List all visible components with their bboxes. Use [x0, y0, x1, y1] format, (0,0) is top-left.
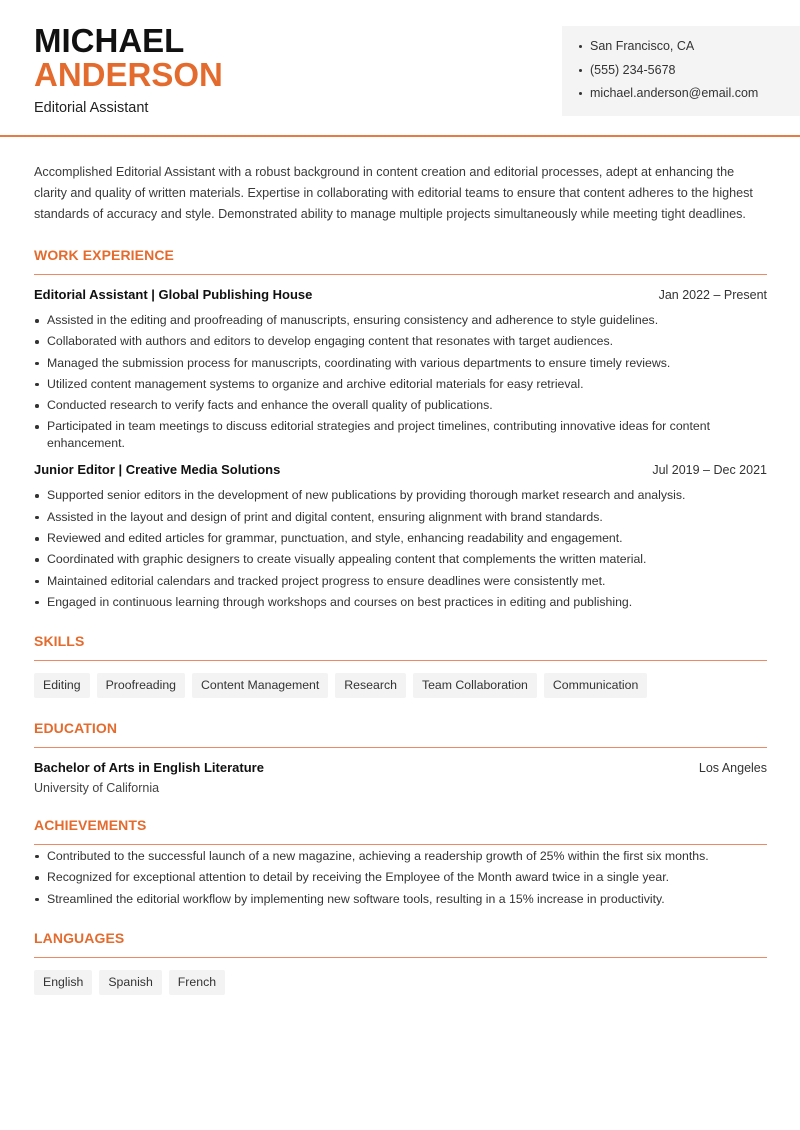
section-title: EDUCATION — [34, 718, 767, 748]
education-degree: Bachelor of Arts in English Literature — [34, 759, 264, 775]
job-dates: Jul 2019 – Dec 2021 — [652, 463, 767, 478]
list-item: Coordinated with graphic designers to create visually appealing content that complements the written material. — [34, 551, 767, 568]
section-education — [34, 718, 767, 795]
list-item: Streamlined the editorial workflow by implementing new software tools, resulting in a 15% increase in productivity. — [34, 891, 767, 908]
achievements-list — [34, 848, 767, 908]
name-block — [34, 24, 223, 116]
education-header — [34, 760, 767, 780]
list-item: Assisted in the layout and design of print and digital content, ensuring alignment with brand standards. — [34, 509, 767, 526]
list-item: Assisted in the editing and proofreading of manuscripts, ensuring consistency and adherence to style guidelines. — [34, 312, 767, 329]
resume-header — [0, 0, 800, 137]
summary: Accomplished Editorial Assistant with a robust background in content creation and editorial processes, adept at enhancing the clarity and quality of written materials. Expertise in collaborating with editorial teams to ensure that content adheres to the highest standards of accuracy and style. Demonstrated ability to manage multiple projects simultaneously while meeting tight deadlines. — [34, 165, 753, 221]
list-item: Collaborated with authors and editors to develop engaging content that resonates with target audiences. — [34, 333, 767, 350]
list-item: Engaged in continuous learning through workshops and courses on best practices in editing and publishing. — [34, 594, 767, 611]
first-name: MICHAEL — [34, 22, 185, 59]
section-skills — [34, 631, 767, 698]
contact-box — [562, 26, 800, 116]
skill-tag: Team Collaboration — [413, 673, 537, 698]
job-entry — [34, 462, 767, 610]
list-item: Maintained editorial calendars and tracked project progress to ensure deadlines were consistently met. — [34, 573, 767, 590]
last-name: ANDERSON — [34, 56, 223, 93]
language-tags — [34, 970, 767, 995]
section-title: ACHIEVEMENTS — [34, 815, 767, 845]
skill-tag: Research — [335, 673, 406, 698]
job-bullets — [34, 312, 767, 452]
language-tag: Spanish — [99, 970, 161, 995]
job-dates: Jan 2022 – Present — [658, 288, 767, 302]
skills-tags — [34, 673, 767, 698]
job-header — [34, 287, 767, 309]
list-item: Contributed to the successful launch of a new magazine, achieving a readership growth of 25% within the first six months. — [34, 848, 767, 865]
education-location: Los Angeles — [698, 760, 767, 775]
section-work-experience — [34, 245, 767, 611]
job-header — [34, 462, 767, 484]
skill-tag: Content Management — [192, 673, 328, 698]
section-title: LANGUAGES — [34, 928, 767, 958]
education-entry — [34, 760, 767, 795]
list-item: Utilized content management systems to organize and archive editorial materials for easy retrieval. — [34, 376, 767, 393]
resume-body — [34, 162, 767, 995]
contact-list — [579, 36, 800, 107]
skill-tag: Communication — [544, 673, 647, 698]
education-school: University of California — [34, 780, 160, 795]
section-title: WORK EXPERIENCE — [34, 245, 767, 275]
language-tag: English — [34, 970, 92, 995]
contact-phone: (555) 234-5678 — [579, 60, 800, 84]
job-title: Editorial Assistant — [34, 100, 149, 116]
list-item: Conducted research to verify facts and enhance the overall quality of publications. — [34, 397, 767, 414]
job-entry — [34, 287, 767, 452]
job-role: Editorial Assistant | Global Publishing House — [34, 287, 313, 302]
job-bullets — [34, 487, 767, 610]
section-title: SKILLS — [34, 631, 767, 661]
list-item: Reviewed and edited articles for grammar, punctuation, and style, enhancing readability and engagement. — [34, 530, 767, 547]
list-item: Supported senior editors in the development of new publications by providing thorough market research and analysis. — [34, 487, 767, 504]
skill-tag: Proofreading — [97, 673, 185, 698]
list-item: Recognized for exceptional attention to detail by receiving the Employee of the Month award twice in a single year. — [34, 869, 767, 886]
job-role: Junior Editor | Creative Media Solutions — [34, 462, 281, 478]
section-achievements — [34, 815, 767, 908]
language-tag: French — [169, 970, 225, 995]
skill-tag: Editing — [34, 673, 90, 698]
list-item: Participated in team meetings to discuss editorial strategies and project timelines, contributing innovative ideas for content enhancement. — [34, 418, 767, 452]
contact-location: San Francisco, CA — [579, 36, 800, 60]
contact-email[interactable]: michael.anderson@email.com — [579, 83, 800, 107]
list-item: Managed the submission process for manuscripts, coordinating with various departments to ensure timely reviews. — [34, 355, 767, 372]
section-languages — [34, 928, 767, 995]
